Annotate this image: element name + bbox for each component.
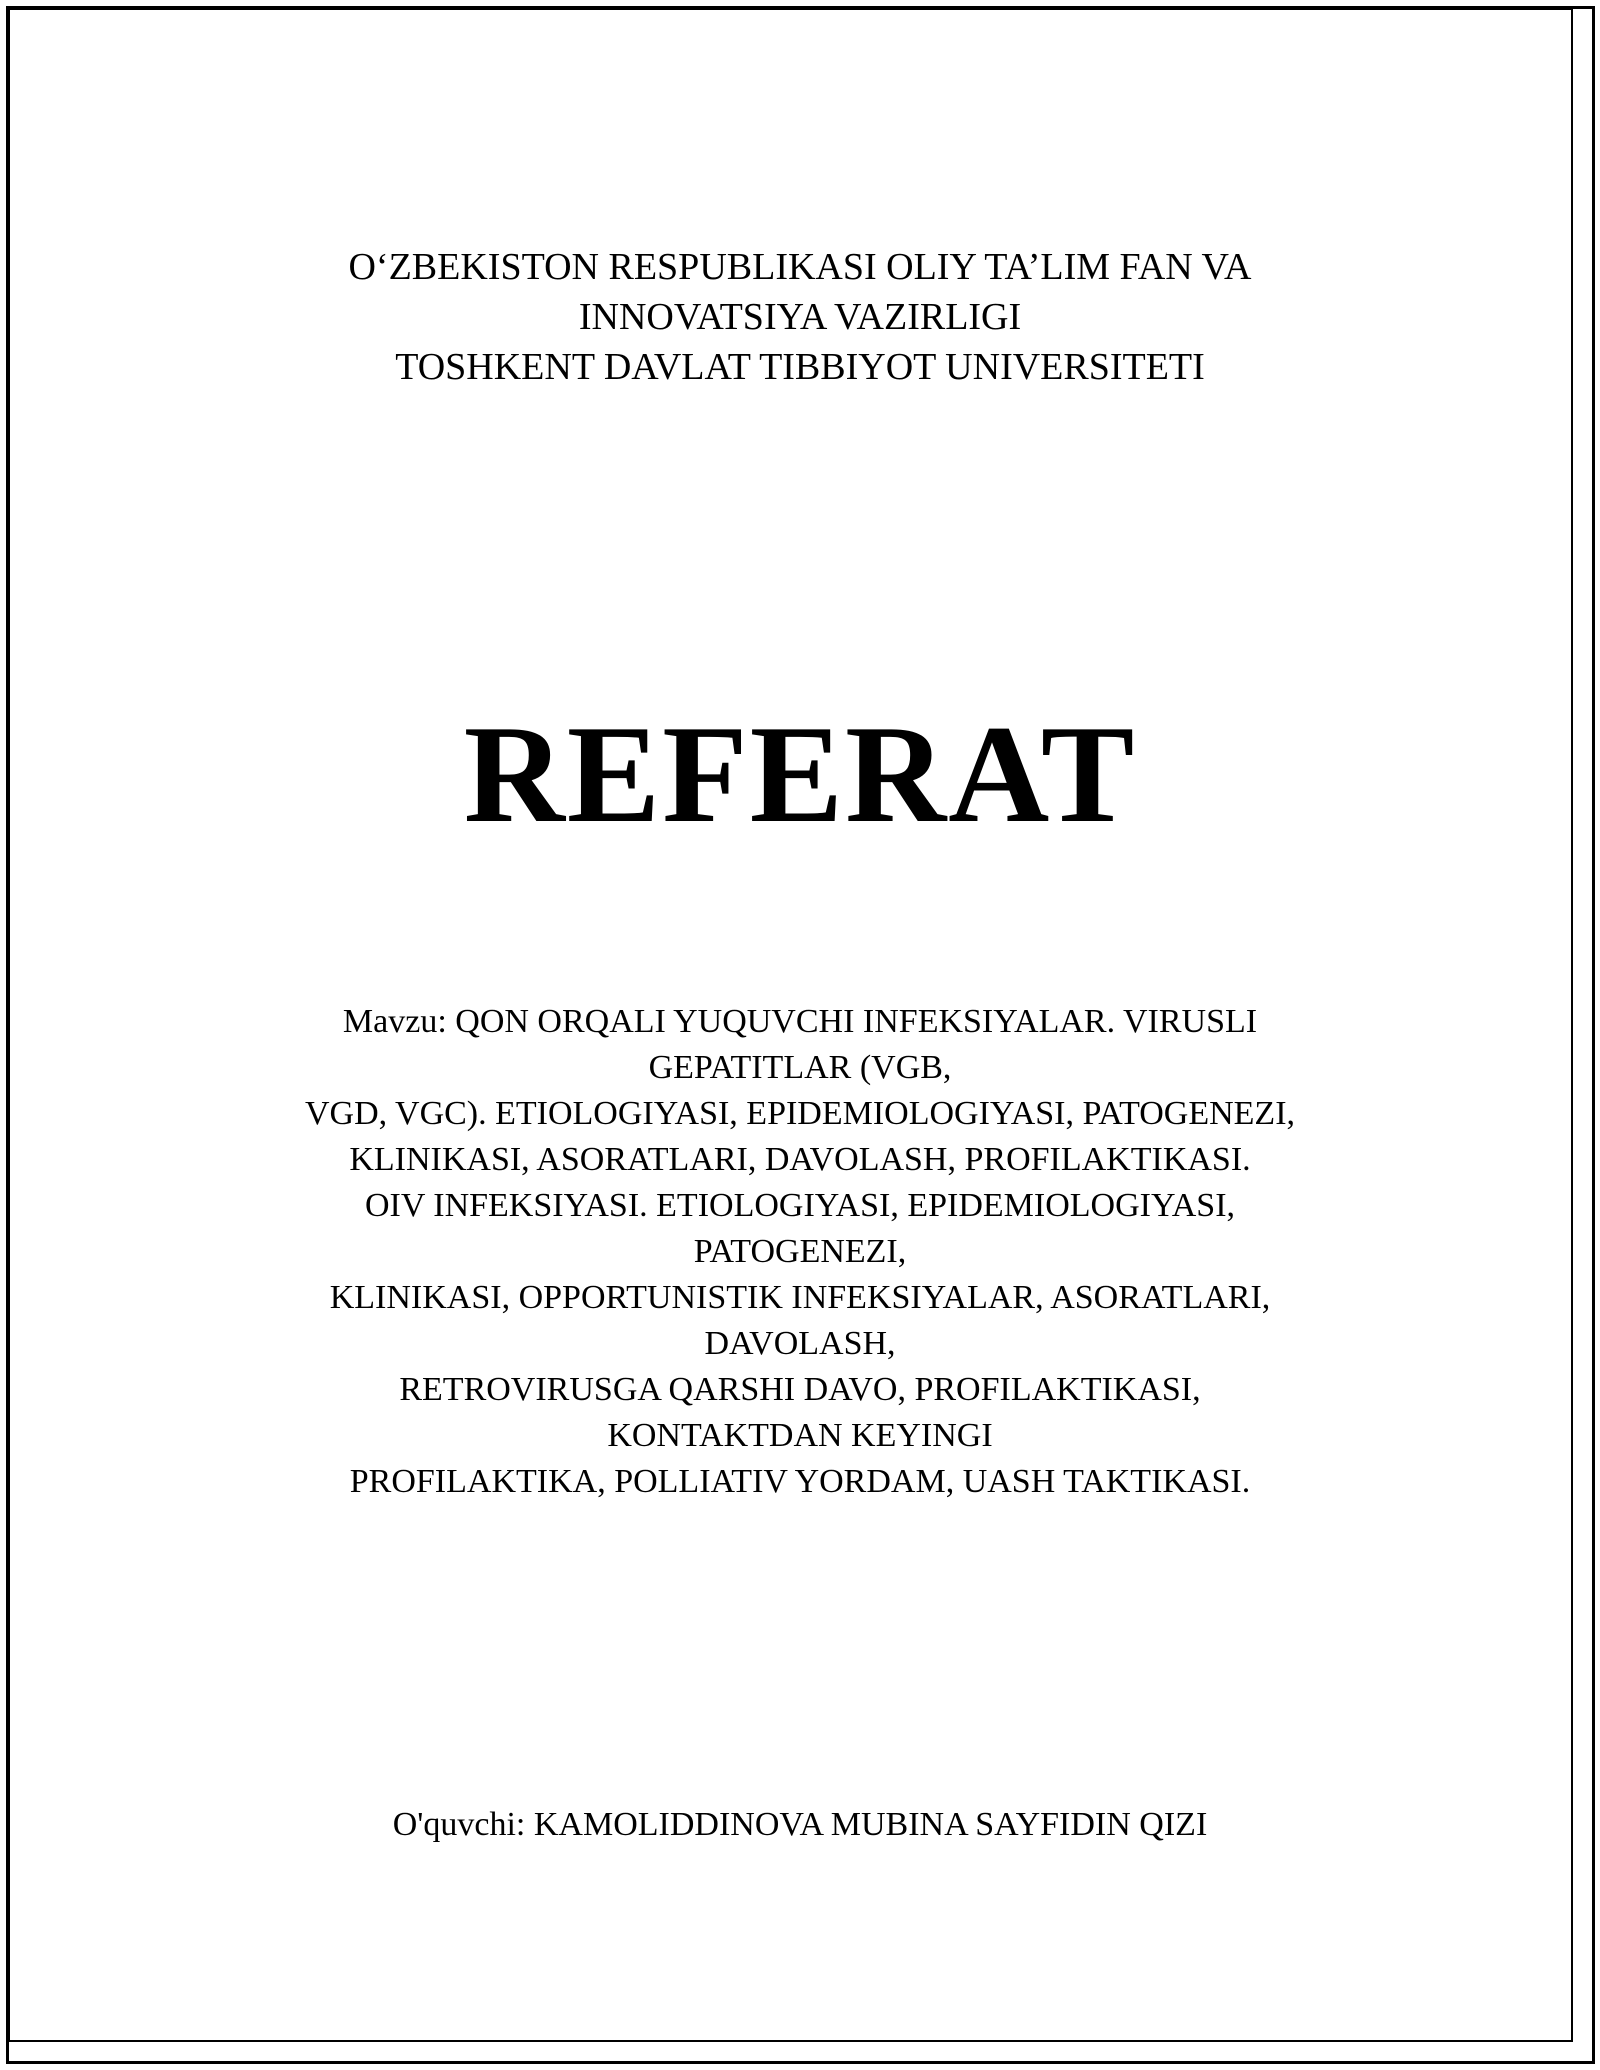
topic-line: KLINIKASI, ASORATLARI, DAVOLASH, PROFILAKTIKASI. <box>349 1141 1251 1178</box>
student-name: O'quvchi: KAMOLIDDINOVA MUBINA SAYFIDIN QIZI <box>392 1806 1208 1843</box>
topic-line: Mavzu: QON ORQALI YUQUVCHI INFEKSIYALAR. VIRUSLI <box>342 1003 1258 1040</box>
topic-line: PROFILAKTIKA, POLLIATIV YORDAM, UASH TAKTIKASI. <box>349 1463 1251 1500</box>
topic-line: PATOGENEZI, <box>693 1233 907 1270</box>
header-line-university: TOSHKENT DAVLAT TIBBIYOT UNIVERSITETI <box>395 346 1205 388</box>
topic-line: DAVOLASH, <box>704 1325 896 1362</box>
topic-line: KONTAKTDAN KEYINGI <box>607 1417 993 1454</box>
header-line-ministry-2: INNOVATSIYA VAZIRLIGI <box>578 296 1022 338</box>
topic-block <box>0 999 1600 1505</box>
header-line-ministry-1: O‘ZBEKISTON RESPUBLIKASI OLIY TA’LIM FAN VA <box>348 246 1252 288</box>
document-title: REFERAT <box>463 697 1137 852</box>
topic-line: OIV INFEKSIYASI. ETIOLOGIYASI, EPIDEMIOLOGIYASI, <box>364 1187 1236 1224</box>
topic-line: VGD, VGC). ETIOLOGIYASI, EPIDEMIOLOGIYASI, PATOGENEZI, <box>304 1095 1296 1132</box>
institution-header <box>0 242 1600 392</box>
topic-line: GEPATITLAR (VGB, <box>648 1049 952 1086</box>
topic-line: RETROVIRUSGA QARSHI DAVO, PROFILAKTIKASI, <box>399 1371 1201 1408</box>
topic-line: KLINIKASI, OPPORTUNISTIK INFEKSIYALAR, ASORATLARI, <box>329 1279 1271 1316</box>
